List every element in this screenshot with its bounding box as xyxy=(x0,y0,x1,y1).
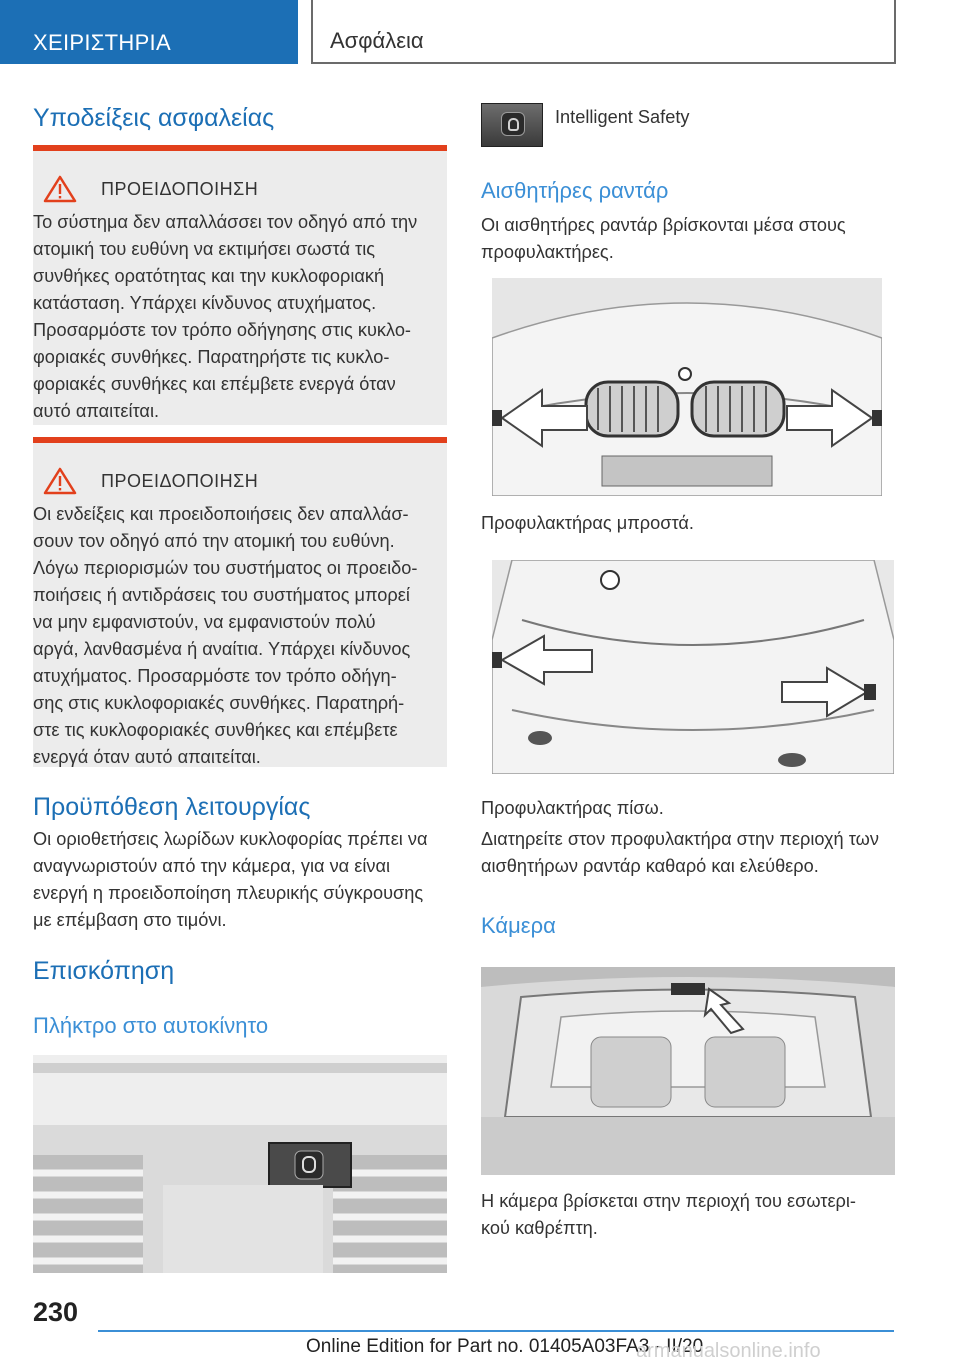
button-in-car-heading: Πλήκτρο στο αυτοκίνητο xyxy=(33,1013,269,1038)
button-label: Intelligent Safety xyxy=(555,107,690,127)
intelligent-safety-button-icon xyxy=(481,103,543,147)
radar-sensors-text: Οι αισθητήρες ραντάρ βρίσκονται μέσα στους προφυλακτήρες. xyxy=(481,215,846,262)
prerequisite-text: Οι οριοθετήσεις λωρίδων κυκλοφορίας πρέπει να αναγνωριστούν από την κάμερα, για να είναι ενεργή η προειδοποίηση πλευρικής σύγκρουσης με επέμβαση στο τιμόνι. xyxy=(33,829,428,930)
safety-notes-heading: Υποδείξεις ασφαλείας xyxy=(33,104,275,132)
overview-heading: Επισκόπηση xyxy=(33,957,175,985)
watermark: armanualsonline.info xyxy=(636,1340,821,1362)
front-bumper-photo xyxy=(492,278,882,496)
warning-box-2 xyxy=(33,437,447,767)
camera-text: Η κάμερα βρίσκεται στην περιοχή του εσωτερι- κού καθρέπτη. xyxy=(481,1191,856,1238)
page-number: 230 xyxy=(33,1297,79,1327)
front-bumper-illustration xyxy=(492,278,882,496)
rear-bumper-illustration xyxy=(492,560,894,774)
chapter-label: Ασφάλεια xyxy=(330,28,424,53)
warning-triangle-icon xyxy=(43,467,77,495)
rear-bumper-photo xyxy=(492,560,894,774)
button-photo xyxy=(33,1055,447,1273)
front-bumper-caption: Προφυλακτήρας μπροστά. xyxy=(481,513,694,533)
radar-sensors-heading: Αισθητήρες ραντάρ xyxy=(481,178,669,203)
prerequisite-heading: Προϋπόθεση λειτουργίας xyxy=(33,793,311,821)
section-label: ΧΕΙΡΙΣΤΗΡΙΑ xyxy=(33,30,171,55)
camera-heading: Κάμερα xyxy=(481,913,556,938)
camera-illustration xyxy=(481,967,895,1175)
section-tab xyxy=(0,0,298,64)
warning-label: ΠΡΟΕΙΔΟΠΟΙΗΣΗ xyxy=(101,179,259,199)
dashboard-button-illustration xyxy=(33,1055,447,1273)
warning-label: ΠΡΟΕΙΔΟΠΟΙΗΣΗ xyxy=(101,471,259,491)
edition-text: Online Edition for Part no. 01405A03FA3 - II/20 xyxy=(306,1336,704,1357)
warning-triangle-icon xyxy=(43,175,77,203)
warning-box-1 xyxy=(33,145,447,425)
camera-photo xyxy=(481,967,895,1175)
chapter-box xyxy=(311,0,896,64)
rear-bumper-caption: Προφυλακτήρας πίσω. xyxy=(481,798,664,818)
footer-rule xyxy=(98,1330,894,1332)
warning-text: Οι ενδείξεις και προειδοποιήσεις δεν απαλλάσ- σουν τον οδηγό από την ατομική του ευθύνη. Λόγω περιορισμών του συστήματος οι προειδο- ποιήσεις ή αντιδράσεις του συστήματος μπορεί να μην εμφανιστούν, να εμφανιστούν πολύ αργά, λανθασμένα ή αναίτια. Υπάρχει κίνδυνος ατυχήματος. Προσαρμόστε τον τρόπο οδήγη- σης στις κυκλοφοριακές συνθήκες. Παρατηρή- στε τις κυκλοφοριακές συνθήκες και επέμβετε ενεργά όταν αυτό απαιτείται. xyxy=(33,504,418,767)
warning-text: Το σύστημα δεν απαλλάσσει τον οδηγό από την ατομική του ευθύνη να εκτιμήσει σωστά τις συνθήκες ορατότητας και την κυκλοφοριακή κατάσταση. Υπάρχει κίνδυνος ατυχήματος. Προσαρμόστε τον τρόπο οδήγησης στις κυκλο- φοριακές συνθήκες. Παρατηρήστε τις κυκλο- φοριακές συνθήκες και επέμβετε ενεργά όταν αυτό απαιτείται. xyxy=(33,212,418,421)
keep-clean-text: Διατηρείτε στον προφυλακτήρα στην περιοχή των αισθητήρων ραντάρ καθαρό και ελεύθερο. xyxy=(481,829,879,876)
